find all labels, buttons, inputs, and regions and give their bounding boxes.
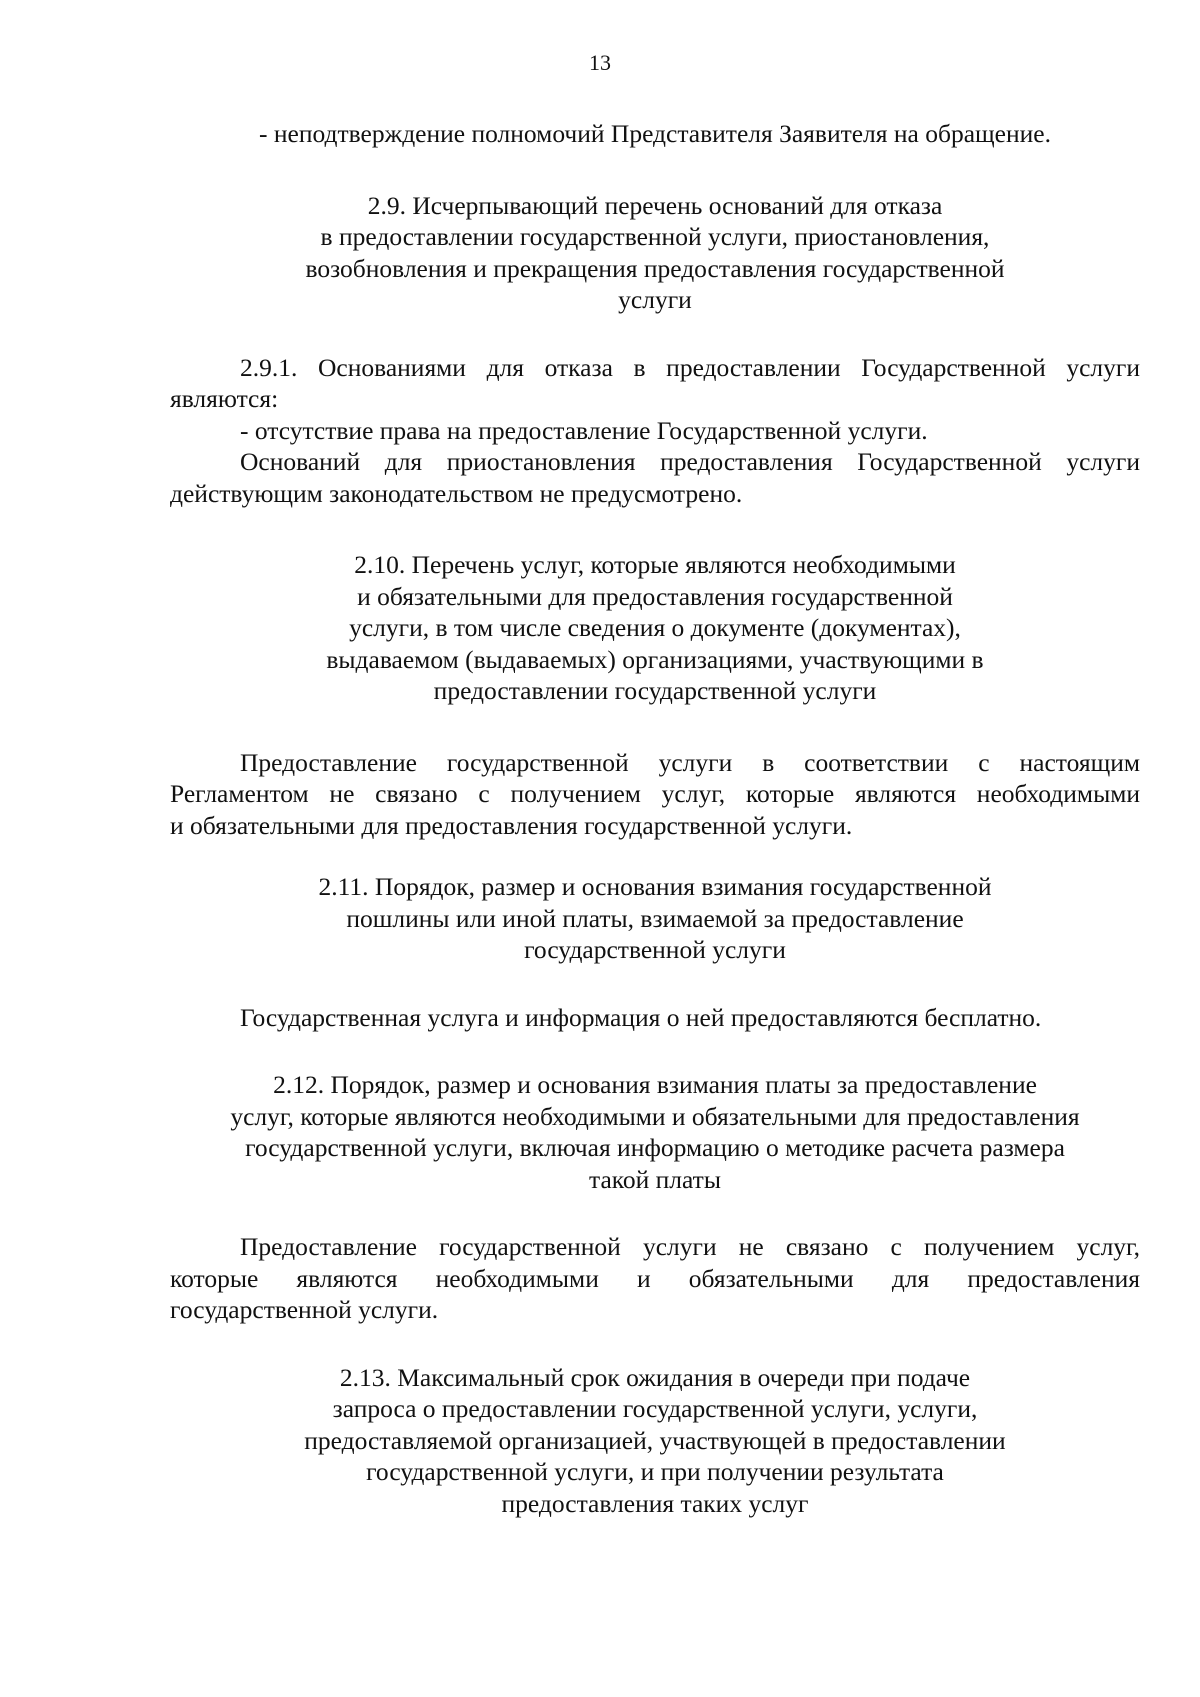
paragraph-line: Оснований для приостановления предоставления Государственной услуги bbox=[240, 447, 1140, 476]
heading-line: услуги bbox=[618, 285, 692, 314]
section-heading-2-12 bbox=[170, 1069, 1140, 1195]
heading-line: 2.12. Порядок, размер и основания взимания платы за предоставление bbox=[273, 1070, 1037, 1099]
paragraph-line: которые являются необходимыми и обязательными для предоставления bbox=[170, 1263, 1140, 1293]
paragraph-line: Предоставление государственной услуги не связано с получением услуг, bbox=[240, 1232, 1140, 1261]
paragraph-2-12 bbox=[170, 1231, 1140, 1326]
heading-line: услуги, в том числе сведения о документе (документах), bbox=[349, 613, 961, 642]
paragraph-2-10 bbox=[170, 747, 1140, 842]
heading-line: и обязательными для предоставления государственной bbox=[357, 581, 953, 611]
heading-line: услуг, которые являются необходимыми и обязательными для предоставления bbox=[230, 1101, 1080, 1131]
paragraph-line: являются: bbox=[170, 384, 279, 413]
heading-line: пошлины или иной платы, взимаемой за предоставление bbox=[346, 903, 964, 933]
heading-line: выдаваемом (выдаваемых) организациями, участвующими в bbox=[326, 644, 984, 674]
heading-line: запроса о предоставлении государственной услуги, услуги, bbox=[332, 1394, 978, 1423]
heading-line: в предоставлении государственной услуги, приостановления, bbox=[320, 222, 990, 251]
heading-line: государственной услуги bbox=[524, 935, 786, 964]
paragraph-2-11 bbox=[170, 1002, 1140, 1034]
section-heading-2-11 bbox=[190, 871, 1120, 966]
heading-line: 2.11. Порядок, размер и основания взимания государственной bbox=[318, 872, 992, 901]
heading-line: 2.9. Исчерпывающий перечень оснований для отказа bbox=[367, 190, 943, 220]
page-number: 13 bbox=[589, 50, 611, 75]
heading-line: 2.13. Максимальный срок ожидания в очереди при подаче bbox=[339, 1362, 971, 1392]
paragraph-line: 2.9.1. Основаниями для отказа в предоставлении Государственной услуги bbox=[240, 352, 1140, 382]
paragraph-line: Предоставление государственной услуги в соответствии с настоящим bbox=[240, 747, 1140, 777]
heading-line: предоставления таких услуг bbox=[501, 1488, 809, 1518]
paragraph-line: - отсутствие права на предоставление Государственной услуги. bbox=[240, 415, 928, 445]
page-content bbox=[170, 118, 1140, 1519]
paragraph-line: Регламентом не связано с получением услуг, которые являются необходимыми bbox=[170, 779, 1140, 808]
paragraph-line: Государственная услуга и информация о ней предоставляются бесплатно. bbox=[240, 1002, 1042, 1032]
paragraph-line: действующим законодательством не предусмотрено. bbox=[170, 478, 743, 508]
paragraph-line: и обязательными для предоставления государственной услуги. bbox=[170, 810, 853, 840]
paragraph-intro bbox=[170, 118, 1140, 150]
paragraph-line: государственной услуги. bbox=[170, 1295, 439, 1324]
section-heading-2-10 bbox=[190, 549, 1120, 707]
paragraph-2-9-1 bbox=[170, 352, 1140, 510]
heading-line: возобновления и прекращения предоставления государственной bbox=[305, 253, 1005, 283]
heading-line: предоставляемой организацией, участвующей в предоставлении bbox=[304, 1425, 1006, 1455]
heading-line: 2.10. Перечень услуг, которые являются необходимыми bbox=[354, 550, 956, 579]
paragraph-line: - неподтверждение полномочий Представителя Заявителя на обращение. bbox=[259, 119, 1051, 148]
heading-line: предоставлении государственной услуги bbox=[433, 676, 877, 705]
heading-line: государственной услуги, и при получении результата bbox=[366, 1457, 944, 1486]
heading-line: государственной услуги, включая информацию о методике расчета размера bbox=[245, 1133, 1065, 1162]
section-heading-2-13 bbox=[190, 1362, 1120, 1520]
section-heading-2-9 bbox=[190, 190, 1120, 316]
heading-line: такой платы bbox=[589, 1164, 721, 1194]
